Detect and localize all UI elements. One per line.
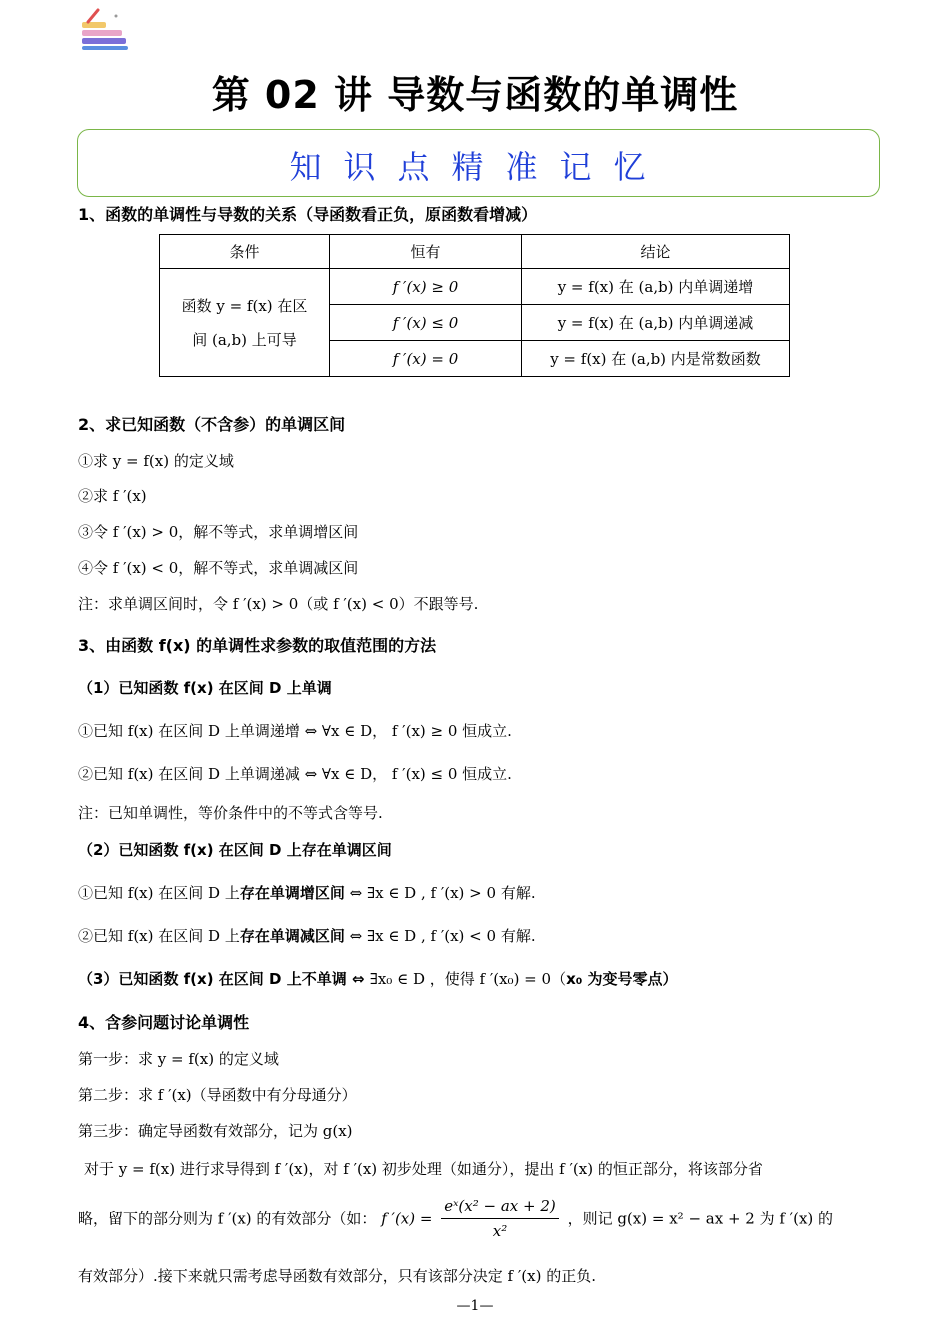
step-item: ③令 f ′(x) > 0，解不等式，求单调增区间 — [78, 523, 359, 541]
section-banner — [77, 129, 880, 197]
table-header-always: 恒有 — [330, 235, 522, 269]
subheading-1: （1）已知函数 f(x) 在区间 D 上单调 — [78, 679, 332, 697]
condition-item: ①已知 f(x) 在区间 D 上存在单调增区间 ⇔ ∃x ∈ D , f ′(x) > 0 有解. — [78, 884, 536, 902]
section-3-heading: 3、由函数 f(x) 的单调性求参数的取值范围的方法 — [78, 636, 437, 655]
table-cell-conclusion: y = f(x) 在 (a,b) 内单调递增 — [522, 269, 790, 305]
condition-item: ①已知 f(x) 在区间 D 上单调递增 ⇔ ∀x ∈ D， f ′(x) ≥ 0 恒成立. — [78, 722, 512, 740]
formula-fraction — [441, 1196, 559, 1241]
table-header-condition: 条件 — [160, 235, 330, 269]
condition-line-2: 间 (a,b) 上可导 — [192, 330, 297, 349]
formula-lhs: f ′(x) = — [381, 1209, 433, 1228]
section-4-heading: 4、含参问题讨论单调性 — [78, 1013, 250, 1032]
table-cell-always: f ′(x) ≥ 0 — [330, 269, 522, 305]
condition-item: ②已知 f(x) 在区间 D 上单调递减 ⇔ ∀x ∈ D， f ′(x) ≤ 0 恒成立. — [78, 765, 512, 783]
books-logo-icon — [78, 8, 130, 52]
formula-denominator: x² — [492, 1222, 508, 1240]
monotonicity-table — [159, 234, 790, 377]
formula-numerator: eˣ(x² − ax + 2) — [441, 1196, 559, 1219]
table-condition-cell — [160, 269, 330, 377]
note: 注：求单调区间时，令 f ′(x) > 0（或 f ′(x) < 0）不跟等号. — [78, 595, 479, 613]
page-title: 第 02 讲 导数与函数的单调性 — [211, 73, 739, 117]
table-cell-always: f ′(x) = 0 — [330, 341, 522, 377]
section-2-heading: 2、求已知函数（不含参）的单调区间 — [78, 415, 346, 434]
condition-item: ②已知 f(x) 在区间 D 上存在单调减区间 ⇔ ∃x ∈ D , f ′(x) < 0 有解. — [78, 927, 536, 945]
table-cell-conclusion: y = f(x) 在 (a,b) 内是常数函数 — [522, 341, 790, 377]
paragraph-line: 对于 y = f(x) 进行求导得到 f ′(x)，对 f ′(x) 初步处理（如通分），提出 f ′(x) 的恒正部分，将该部分省 — [84, 1160, 763, 1178]
table-header-conclusion: 结论 — [522, 235, 790, 269]
step-item: 第三步：确定导函数有效部分，记为 g(x) — [78, 1122, 353, 1140]
condition-line-1: 函数 y = f(x) 在区 — [181, 296, 308, 315]
step-item: ④令 f ′(x) < 0，解不等式，求单调减区间 — [78, 559, 359, 577]
step-item: 第一步：求 y = f(x) 的定义域 — [78, 1050, 279, 1068]
table-cell-conclusion: y = f(x) 在 (a,b) 内单调递减 — [522, 305, 790, 341]
subheading-2: （2）已知函数 f(x) 在区间 D 上存在单调区间 — [78, 841, 392, 859]
banner-text: 知识点精准记忆 — [289, 148, 668, 186]
section-1-heading: 1、函数的单调性与导数的关系（导函数看正负，原函数看增减） — [78, 205, 538, 224]
paragraph-line: 略，留下的部分则为 f ′(x) 的有效部分（如： f ′(x) = $\frac{\text{eˣ(x² − ax + 2)}}{\text{x²}}$ ，则记 g(x) = x² − ax + 2 为 f ′(x) 的 — [78, 1197, 834, 1240]
subheading-3: （3）已知函数 f(x) 在区间 D 上不单调 ⇔ ∃x₀ ∈ D ，使得 f ′(x₀) = 0（x₀ 为变号零点） — [78, 970, 678, 988]
note: 注：已知单调性，等价条件中的不等式含等号. — [78, 804, 383, 822]
step-item: 第二步：求 f ′(x)（导函数中有分母通分） — [78, 1086, 357, 1104]
step-item: ②求 f ′(x) — [78, 487, 147, 505]
step-item: ①求 y = f(x) 的定义域 — [78, 452, 234, 470]
paragraph-line: 有效部分）.接下来就只需考虑导函数有效部分，只有该部分决定 f ′(x) 的正负. — [78, 1267, 596, 1285]
emphasis: 存在单调减区间 — [239, 927, 345, 945]
table-cell-always: f ′(x) ≤ 0 — [330, 305, 522, 341]
page-number: —1— — [456, 1298, 494, 1314]
emphasis: 存在单调增区间 — [239, 884, 345, 902]
